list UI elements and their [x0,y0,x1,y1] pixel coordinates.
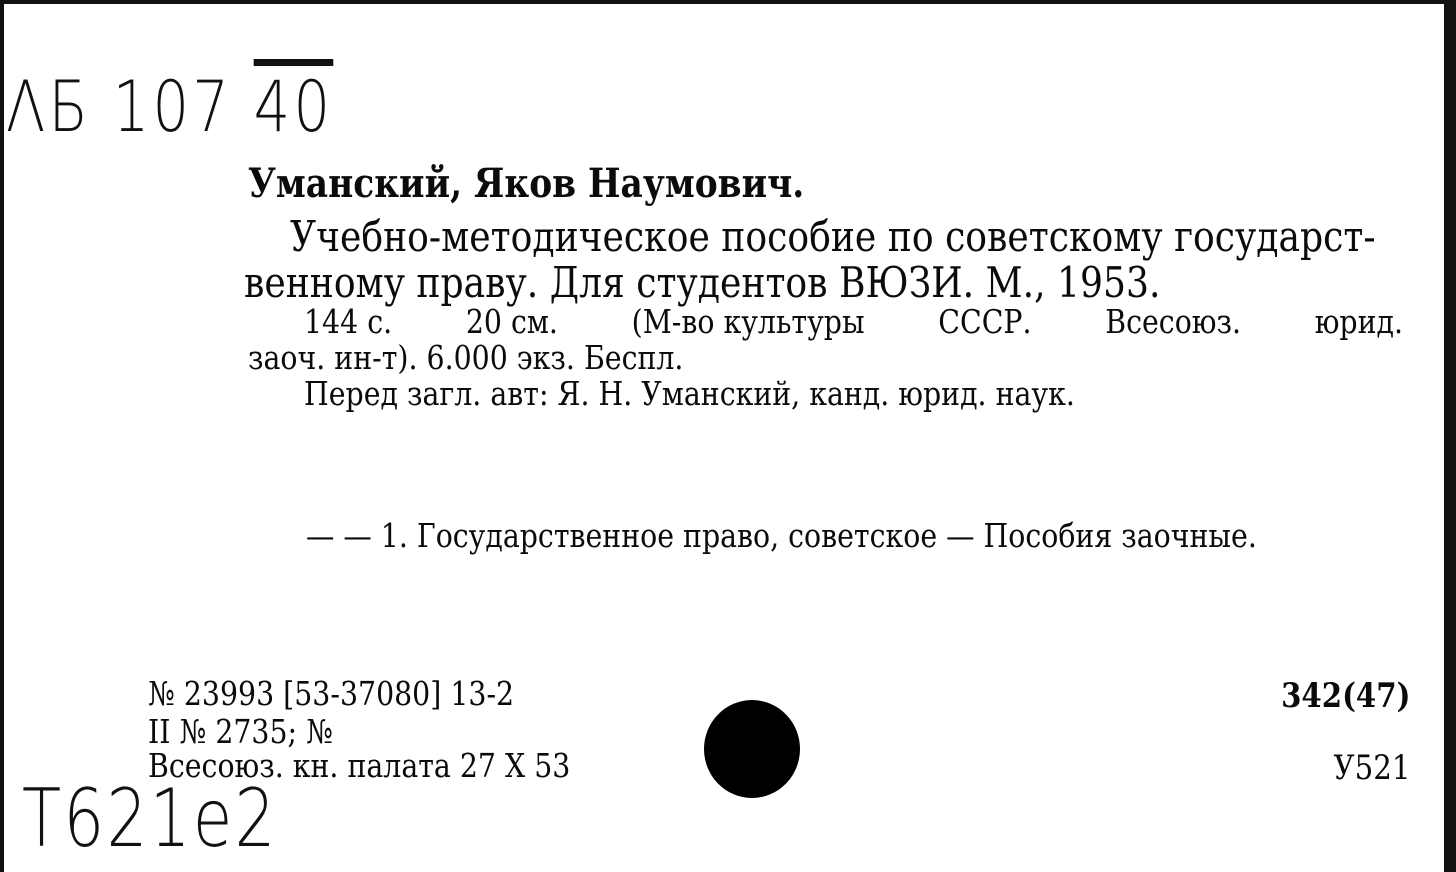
author-heading: Уманский, Яков Наумович. [248,160,805,207]
handwritten-shelf-mark [6,66,333,148]
imprint-line-1 [304,302,1403,341]
title-line-1: Учебно-методическое пособие по советскому государст- [290,212,1376,261]
shelf-mark-over: 40 [253,66,334,148]
footer-line-1: № 23993 [53-37080] 13-2 [148,674,515,713]
imprint-line-2: заоч. ин-т). 6.000 экз. Беспл. [248,338,684,377]
imprint-series-b: СССР. [938,302,1032,341]
subject-heading: — — 1. Государственное право, советское — Пособия заочные. [306,516,1257,555]
punch-hole [704,700,800,798]
card-edge-right [1444,0,1456,872]
footer-line-2: II № 2735; № [148,712,333,751]
imprint-pages: 144 с. [304,302,393,341]
udc-code: 342(47) [1280,676,1410,716]
imprint-series-d: юрид. [1314,302,1404,341]
title-line-2: венному праву. Для студентов ВЮЗИ. М., 1953. [244,258,1161,307]
author-mark: У521 [1333,748,1410,788]
imprint-size: 20 см. [465,302,558,341]
card-edge-top [0,0,1456,4]
handwritten-bottom-mark: Т621е2 [22,772,278,865]
imprint-series-c: Всесоюз. [1105,302,1242,341]
footer-line-3: Всесоюз. кн. палата 27 X 53 [148,746,571,785]
imprint-series-a: (М-во культуры [631,302,865,341]
author-note: Перед загл. авт: Я. Н. Уманский, канд. юрид. наук. [304,374,1075,413]
card-edge-left [0,0,4,872]
shelf-mark-prefix: ΛБ 107 [6,66,233,148]
